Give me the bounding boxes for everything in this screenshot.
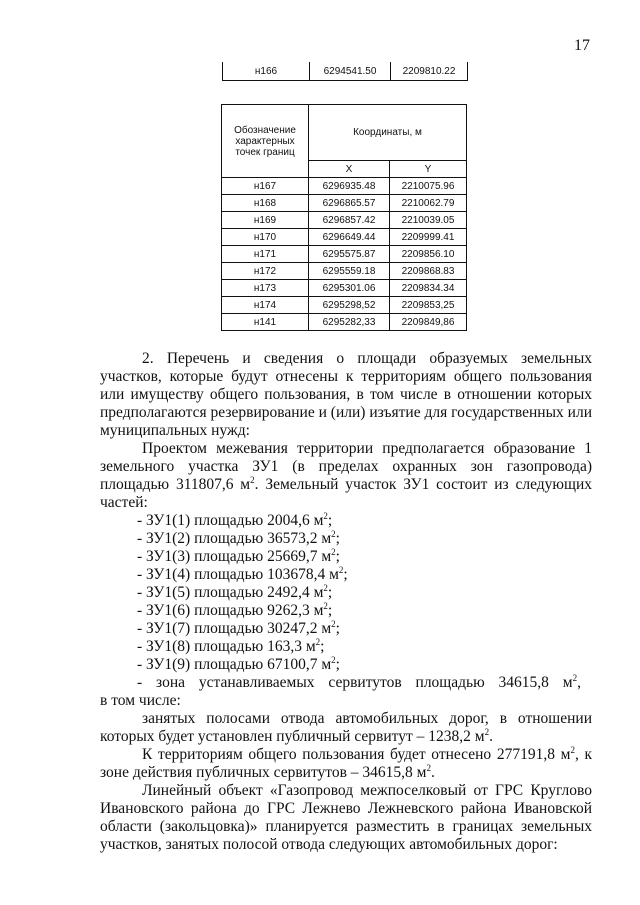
table-row xyxy=(222,297,467,314)
table-row xyxy=(222,246,467,263)
y-cell: 2210039.05 xyxy=(390,212,467,229)
list-item: - ЗУ1(6) площадью 9262,3 $м^2$; xyxy=(137,600,333,619)
y-cell: 2209834.34 xyxy=(390,280,467,297)
y-cell: 2210062.79 xyxy=(390,195,467,212)
x-cell: 6295298,52 xyxy=(309,297,390,314)
list-item: - ЗУ1(9) площадью 67100,7 $м^2$; xyxy=(137,654,340,673)
point-cell: н172 xyxy=(222,263,309,280)
table-row xyxy=(222,178,467,195)
point-cell: н173 xyxy=(222,280,309,297)
x-cell: 6296865.57 xyxy=(309,195,390,212)
y-cell: 2209856.10 xyxy=(390,246,467,263)
list-item: - ЗУ1(3) площадью 25669,7 $м^2$; xyxy=(137,546,340,565)
table-row xyxy=(222,314,467,331)
y-cell: 2209849,86 xyxy=(390,314,467,331)
table-row xyxy=(222,280,467,297)
table-row xyxy=(222,263,467,280)
x-cell: 6295301.06 xyxy=(309,280,390,297)
point-cell: н171 xyxy=(222,246,309,263)
x-cell: 6296857.42 xyxy=(309,212,390,229)
paragraph-formation: Проектом межевания территории предполагается образование 1 земельного участка ЗУ1 (в пределах охранных зон газопровода) площадью 311807,6 $м^2$. Земельный участок ЗУ1 состоит из следующих частей: xyxy=(100,440,592,511)
y-cell: 2209868.83 xyxy=(390,263,467,280)
list-item: - ЗУ1(1) площадью 2004,6 $м^2$; xyxy=(137,510,333,529)
y-cell: 2209999.41 xyxy=(390,229,467,246)
list-item: - ЗУ1(7) площадью 30247,2 $м^2$; xyxy=(137,618,340,637)
list-item: - ЗУ1(8) площадью 163,3 $м^2$; xyxy=(137,636,325,655)
coordinates-table xyxy=(221,104,467,331)
point-cell: н166 xyxy=(223,62,310,81)
public-areas: К территориям общего пользования будет отнесено 277191,8 $м^2$, к зоне действия публичных сервитутов – 34615,8 $м^2$. xyxy=(100,744,593,781)
table-header-row xyxy=(222,105,467,161)
list-item: - ЗУ1(4) площадью 103678,4 $м^2$; xyxy=(137,564,348,583)
point-cell: н167 xyxy=(222,178,309,195)
page-number: 17 xyxy=(574,37,590,54)
x-cell: 6294541.50 xyxy=(310,62,391,81)
section-title: 2. Перечень и сведения о площади образуемых земельных участков, которые будут отнесены к территориям общего пользования или имуществу общего пользования, в том числе в отношении которых предполагаются резервирование и (или) изъятие для государственных или муниципальных нужд: xyxy=(100,350,592,439)
including-label: в том числе: xyxy=(100,692,181,709)
parts-list xyxy=(100,512,592,674)
coordinates-table-continuation xyxy=(222,62,468,81)
point-cell: н169 xyxy=(222,212,309,229)
y-cell: 2209853,25 xyxy=(390,297,467,314)
table-row xyxy=(222,229,467,246)
linear-object: Линейный объект «Газопровод межпоселковый от ГРС Круглово Ивановского района до ГРС Лежнево Лежневского района Ивановской области (закольцовка)» планируется разместить в границах земельных участков, занятых полосой отвода следующих автомобильных дорог: xyxy=(100,782,592,853)
body-text xyxy=(100,350,592,854)
y-cell: 2209810.22 xyxy=(391,62,468,81)
list-item: - ЗУ1(5) площадью 2492,4 $м^2$; xyxy=(137,582,333,601)
y-cell: 2210075.96 xyxy=(390,178,467,195)
point-cell: н168 xyxy=(222,195,309,212)
table-row xyxy=(222,195,467,212)
x-cell: 6296649.44 xyxy=(309,229,390,246)
list-item: - ЗУ1(2) площадью 36573,2 $м^2$; xyxy=(137,528,340,547)
x-cell: 6295575.87 xyxy=(309,246,390,263)
x-cell: 6295282,33 xyxy=(309,314,390,331)
header-coordinates: Координаты, м xyxy=(309,105,467,161)
point-cell: н170 xyxy=(222,229,309,246)
table-row xyxy=(222,212,467,229)
header-y: Y xyxy=(390,161,467,178)
coordinates-table-body xyxy=(222,178,467,331)
x-cell: 6295559.18 xyxy=(309,263,390,280)
x-cell: 6296935.48 xyxy=(309,178,390,195)
point-cell: н141 xyxy=(222,314,309,331)
roads-servitude: занятых полосами отвода автомобильных дорог, в отношении которых будет установлен публичный сервитут – 1238,2 $м^2$. xyxy=(100,710,592,745)
servitude-zone: - зона устанавливаемых сервитутов площадью 34615,8 $м^2$, xyxy=(137,672,581,691)
table-row xyxy=(223,62,468,81)
header-x: X xyxy=(309,161,390,178)
point-cell: н174 xyxy=(222,297,309,314)
header-point: Обозначение характерных точек границ xyxy=(222,105,309,178)
